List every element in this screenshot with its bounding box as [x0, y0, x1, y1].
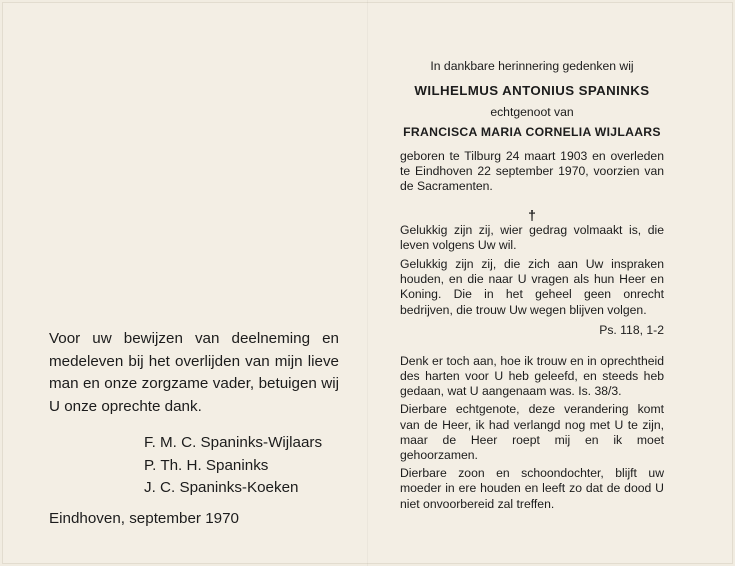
spouse-name: FRANCISCA MARIA CORNELIA WIJLAARS: [403, 125, 661, 139]
place-date: Eindhoven, september 1970: [49, 510, 239, 527]
intro-line: In dankbare herinnering gedenken wij: [430, 59, 634, 73]
quote-denk: Denk er toch aan, hoe ik trouw en in oprechtheid des harten voor U heb geleefd, en steeds heb gedaan, wat U aangenaam was. Is. 38/3.: [400, 353, 664, 399]
signer-3: J. C. Spaninks-Koeken: [144, 479, 299, 496]
quote-spouse: Dierbare echtgenote, deze verandering komt van de Heer, ik had verlangd nog met U te zijn, maar de Heer roept mij en ik moet gehoorzamen.: [400, 402, 664, 463]
birth-death-text: geboren te Tilburg 24 maart 1903 en overleden te Eindhoven 22 september 1970, voorzien van de Sacramenten.: [400, 149, 664, 194]
thanks-text: Voor uw bewijzen van deelneming en medeleven bij het overlijden van mijn lieve man en onze zorgzame vader, betuigen wij U onze oprechte dank.: [49, 330, 339, 415]
cross-icon: †: [528, 206, 536, 223]
signer-1: F. M. C. Spaninks-Wijlaars: [144, 434, 323, 451]
spouse-of-label: echtgenoot van: [490, 105, 574, 119]
card-fold: [367, 0, 368, 566]
signers-list: [49, 432, 339, 500]
deceased-name: WILHELMUS ANTONIUS SPANINKS: [414, 83, 650, 98]
signer-2: P. Th. H. Spaninks: [144, 456, 269, 474]
verse-reference: Ps. 118, 1-2: [599, 322, 664, 337]
left-panel: [49, 328, 339, 527]
verse-1: Gelukkig zijn zij, wier gedrag volmaakt is, die leven volgens Uw wil.: [400, 222, 664, 252]
right-panel: [400, 55, 664, 512]
verse-2: Gelukkig zijn zij, die zich aan Uw inspraken houden, en die naar U vragen als hun Heer en Koning. Die in het geheel geen onrecht bedrijven, die trouw Uw wegen blijven volgen.: [400, 257, 664, 317]
quote-children: Dierbare zoon en schoondochter, blijft uw moeder in ere houden en leeft zo dat de dood U niet onvoorbereid zal treffen.: [400, 466, 664, 511]
